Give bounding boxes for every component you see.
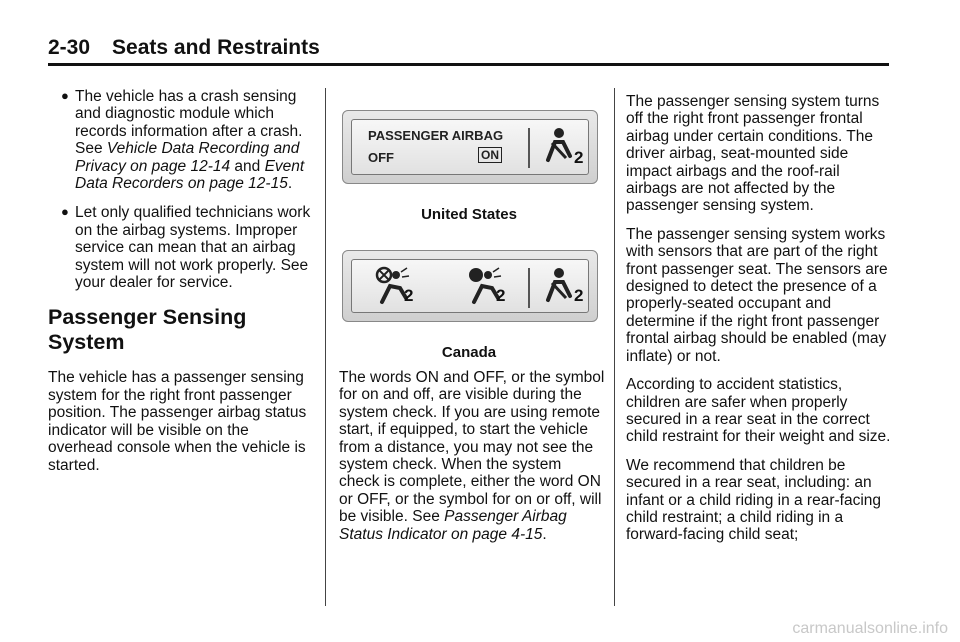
panel-divider (528, 268, 530, 308)
middle-column-text (339, 369, 605, 554)
body-text: . (542, 525, 547, 543)
seat-number-label: 2 (574, 286, 584, 305)
figure-caption: Canada (441, 344, 497, 361)
bullet-text: The vehicle has a crash sensing and diagnostic module which records information after a crash. See (75, 88, 303, 158)
body-paragraph: We recommend that children be secured in a rear seat, including: an infant or a child riding in a rear-facing child restraint; a child riding in a forward-facing child seat; (626, 456, 882, 544)
page-title: Seats and Restraints (112, 36, 320, 59)
bullet-text: and (230, 157, 265, 175)
off-label: OFF (368, 150, 394, 165)
panel-face (351, 259, 589, 313)
page-header (48, 36, 320, 60)
figure-caption: United States (421, 206, 517, 223)
bullet-item (48, 88, 316, 192)
seat-number-label: 2 (404, 286, 414, 305)
bullet-icon: ● (61, 88, 69, 103)
column-divider-right (614, 88, 615, 606)
right-column (626, 93, 892, 555)
bullet-text: Let only qualified technicians work on the airbag systems. Improper service can mean that an airbag system will not work properly. See your dealer for service. (75, 204, 311, 292)
body-paragraph (339, 369, 605, 543)
on-label: ON (478, 147, 502, 163)
watermark-text: carmanualsonline.info (792, 620, 948, 637)
left-column (48, 88, 316, 485)
body-text: The words ON and OFF, or the symbol for on and off, are visible during the system check. If you are using remote start, if equipped, to start the vehicle from a distance, you may not see the system check. When the system check is complete, either the word ON or OFF, or the symbol for on or off, will be visible. See (339, 369, 605, 526)
header-rule (48, 63, 889, 66)
body-paragraph: The passenger sensing system works with sensors that are part of the right front passenger seat. The sensors are designed to detect the presence of a properly-seated occupant and determine if the right front passenger frontal airbag should be enabled (may inflate) or not. (626, 225, 888, 365)
cross-reference-link[interactable]: Event Data Recorders on page 12-15 (75, 157, 305, 193)
passenger-seatbelt-icon (542, 126, 576, 171)
body-paragraph: The passenger sensing system turns off the right front passenger frontal airbag under certain conditions. The driver airbag, seat-mounted side impact airbags and the roof-rail airbags are not affected by the passenger sensing system. (626, 93, 880, 215)
canada-airbag-indicator-panel (342, 250, 598, 322)
seat-number-label: 2 (574, 148, 584, 167)
body-paragraph: The vehicle has a passenger sensing system for the right front passenger position. The passenger airbag status indicator will be visible on the overhead console when the vehicle is started. (48, 369, 307, 474)
cross-reference-link[interactable]: Passenger Airbag Status Indicator on page 4-15 (339, 508, 567, 543)
bullet-icon: ● (61, 204, 69, 220)
page-number: 2-30 (48, 36, 91, 59)
bullet-text: . (287, 175, 293, 193)
us-airbag-indicator-panel (342, 110, 598, 184)
bullet-item (48, 204, 316, 291)
cross-reference-link[interactable]: Vehicle Data Recording and Privacy on page 12-14 (75, 140, 300, 175)
panel-divider (528, 128, 530, 168)
panel-face (351, 119, 589, 175)
column-divider-left (325, 88, 326, 606)
section-heading: Passenger Sensing System (48, 305, 247, 355)
body-paragraph: According to accident statistics, children are safer when properly secured in a rear seat in the correct child restraint for their weight and size. (626, 376, 891, 446)
seat-number-label: 2 (496, 286, 506, 305)
passenger-seatbelt-icon (542, 266, 576, 311)
passenger-airbag-label: PASSENGER AIRBAG (368, 128, 504, 143)
